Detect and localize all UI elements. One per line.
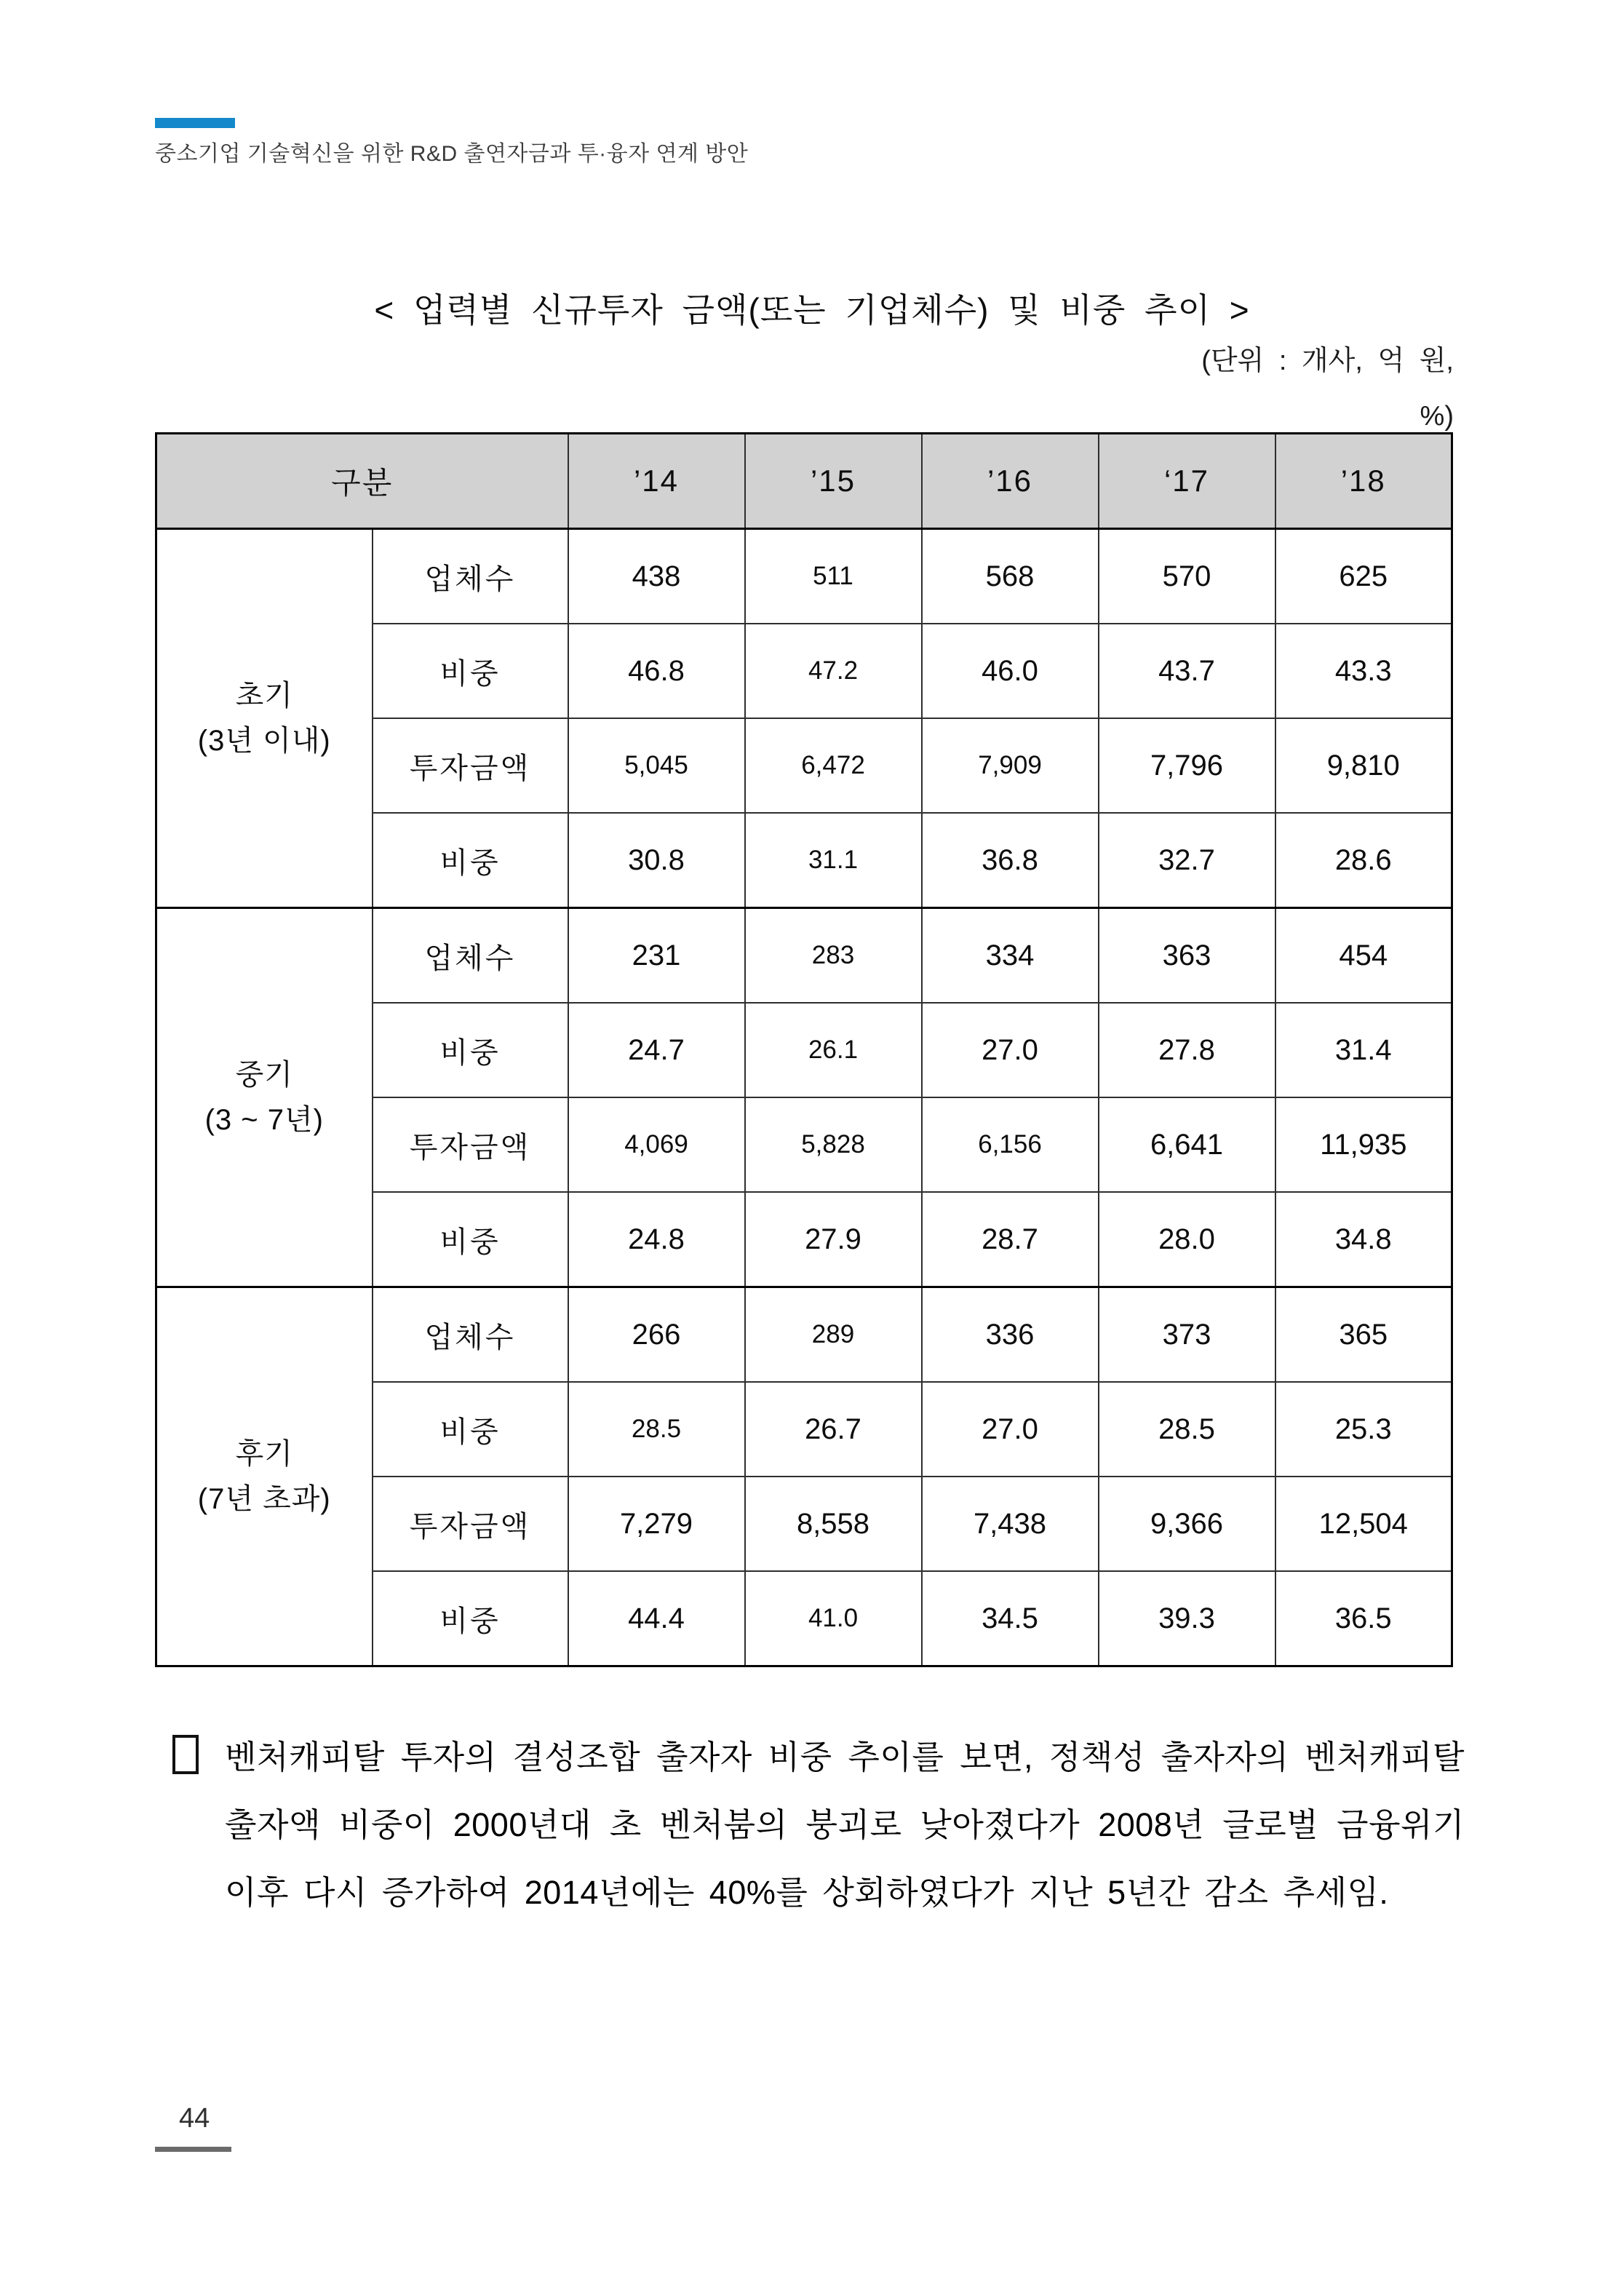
value-cell: 47.2	[745, 624, 922, 718]
value-cell: 570	[1099, 529, 1275, 624]
group-label-main: 중기	[235, 1059, 293, 1091]
value-cell: 454	[1275, 908, 1452, 1004]
row-label: 비중	[373, 1571, 568, 1666]
value-cell: 26.7	[745, 1382, 922, 1477]
accent-bar	[155, 118, 235, 128]
investment-table	[155, 432, 1453, 1667]
value-cell: 6,156	[922, 1097, 1099, 1192]
table-row	[156, 1287, 1452, 1383]
group-label-main: 초기	[235, 680, 293, 712]
group-label-main: 후기	[235, 1438, 293, 1470]
value-cell: 568	[922, 529, 1099, 624]
value-cell: 46.0	[922, 624, 1099, 718]
row-label: 비중	[373, 1382, 568, 1477]
value-cell: 7,796	[1099, 718, 1275, 813]
value-cell: 28.7	[922, 1192, 1099, 1287]
value-cell: 231	[568, 908, 745, 1004]
table-title: < 업력별 신규투자 금액(또는 기업체수) 및 비중 추이 >	[374, 291, 1250, 329]
value-cell: 373	[1099, 1287, 1275, 1383]
value-cell: 31.4	[1275, 1003, 1452, 1097]
row-label: 업체수	[373, 908, 568, 1004]
value-cell: 12,504	[1275, 1477, 1452, 1571]
header-cell-year-14: ’14	[568, 434, 745, 529]
value-cell: 24.8	[568, 1192, 745, 1287]
value-cell: 4,069	[568, 1097, 745, 1192]
value-cell: 266	[568, 1287, 745, 1383]
bullet-paragraph-text: 벤처캐피탈 투자의 결성조합 출자자 비중 추이를 보면, 정책성 출자자의 벤처캐피탈 출자액 비중이 2000년대 초 벤처붐의 붕괴로 낮아졌다가 2008년 글로벌 금융위기 이후 다시 증가하여 2014년에는 40%를 상회하였다가 지난 5년간 감소 추세임.	[225, 1738, 1465, 1911]
value-cell: 36.8	[922, 813, 1099, 908]
value-cell: 26.1	[745, 1003, 922, 1097]
value-cell: 11,935	[1275, 1097, 1452, 1192]
header-cell-category: 구분	[156, 434, 568, 529]
row-label: 투자금액	[373, 1477, 568, 1571]
value-cell: 7,438	[922, 1477, 1099, 1571]
value-cell: 625	[1275, 529, 1452, 624]
header-cell-year-16: ’16	[922, 434, 1099, 529]
bullet-paragraph	[172, 1723, 1465, 1926]
value-cell: 9,366	[1099, 1477, 1275, 1571]
table-row	[156, 908, 1452, 1004]
unit-note	[1201, 333, 1454, 444]
row-label: 투자금액	[373, 1097, 568, 1192]
page-number: 44	[179, 2103, 210, 2134]
group-label-late	[156, 1287, 373, 1666]
value-cell: 7,909	[922, 718, 1099, 813]
page-number-rule	[155, 2147, 231, 2152]
value-cell: 5,045	[568, 718, 745, 813]
running-header: 중소기업 기술혁신을 위한 R&D 출연자금과 투·융자 연계 방안	[155, 142, 749, 166]
value-cell: 30.8	[568, 813, 745, 908]
value-cell: 6,641	[1099, 1097, 1275, 1192]
value-cell: 34.8	[1275, 1192, 1452, 1287]
value-cell: 9,810	[1275, 718, 1452, 813]
value-cell: 24.7	[568, 1003, 745, 1097]
value-cell: 27.0	[922, 1003, 1099, 1097]
value-cell: 511	[745, 529, 922, 624]
row-label: 업체수	[373, 529, 568, 624]
value-cell: 365	[1275, 1287, 1452, 1383]
value-cell: 336	[922, 1287, 1099, 1383]
table-row	[156, 529, 1452, 624]
value-cell: 43.7	[1099, 624, 1275, 718]
group-label-mid	[156, 908, 373, 1287]
value-cell: 31.1	[745, 813, 922, 908]
unit-note-line2: %)	[1420, 401, 1454, 432]
value-cell: 43.3	[1275, 624, 1452, 718]
value-cell: 44.4	[568, 1571, 745, 1666]
value-cell: 334	[922, 908, 1099, 1004]
value-cell: 39.3	[1099, 1571, 1275, 1666]
row-label: 업체수	[373, 1287, 568, 1383]
row-label: 비중	[373, 624, 568, 718]
bullet-square-icon	[172, 1735, 199, 1774]
row-label: 비중	[373, 1003, 568, 1097]
header-cell-year-17: ‘17	[1099, 434, 1275, 529]
value-cell: 28.0	[1099, 1192, 1275, 1287]
value-cell: 27.9	[745, 1192, 922, 1287]
value-cell: 27.0	[922, 1382, 1099, 1477]
value-cell: 27.8	[1099, 1003, 1275, 1097]
value-cell: 7,279	[568, 1477, 745, 1571]
value-cell: 28.5	[1099, 1382, 1275, 1477]
header-cell-year-15: ’15	[745, 434, 922, 529]
value-cell: 36.5	[1275, 1571, 1452, 1666]
value-cell: 6,472	[745, 718, 922, 813]
value-cell: 34.5	[922, 1571, 1099, 1666]
value-cell: 41.0	[745, 1571, 922, 1666]
value-cell: 8,558	[745, 1477, 922, 1571]
value-cell: 28.6	[1275, 813, 1452, 908]
group-label-sub: (3 ~ 7년)	[204, 1104, 324, 1136]
value-cell: 283	[745, 908, 922, 1004]
table-header-row	[156, 434, 1452, 529]
value-cell: 438	[568, 529, 745, 624]
value-cell: 363	[1099, 908, 1275, 1004]
value-cell: 28.5	[568, 1382, 745, 1477]
value-cell: 32.7	[1099, 813, 1275, 908]
value-cell: 289	[745, 1287, 922, 1383]
unit-note-line1: (단위 : 개사, 억 원,	[1201, 346, 1454, 376]
value-cell: 25.3	[1275, 1382, 1452, 1477]
bullet-box	[172, 1735, 225, 1778]
group-label-sub: (3년 이내)	[197, 725, 331, 757]
row-label: 투자금액	[373, 718, 568, 813]
value-cell: 46.8	[568, 624, 745, 718]
group-label-sub: (7년 초과)	[197, 1483, 331, 1515]
value-cell: 5,828	[745, 1097, 922, 1192]
row-label: 비중	[373, 1192, 568, 1287]
row-label: 비중	[373, 813, 568, 908]
group-label-early	[156, 529, 373, 908]
header-cell-year-18: ’18	[1275, 434, 1452, 529]
